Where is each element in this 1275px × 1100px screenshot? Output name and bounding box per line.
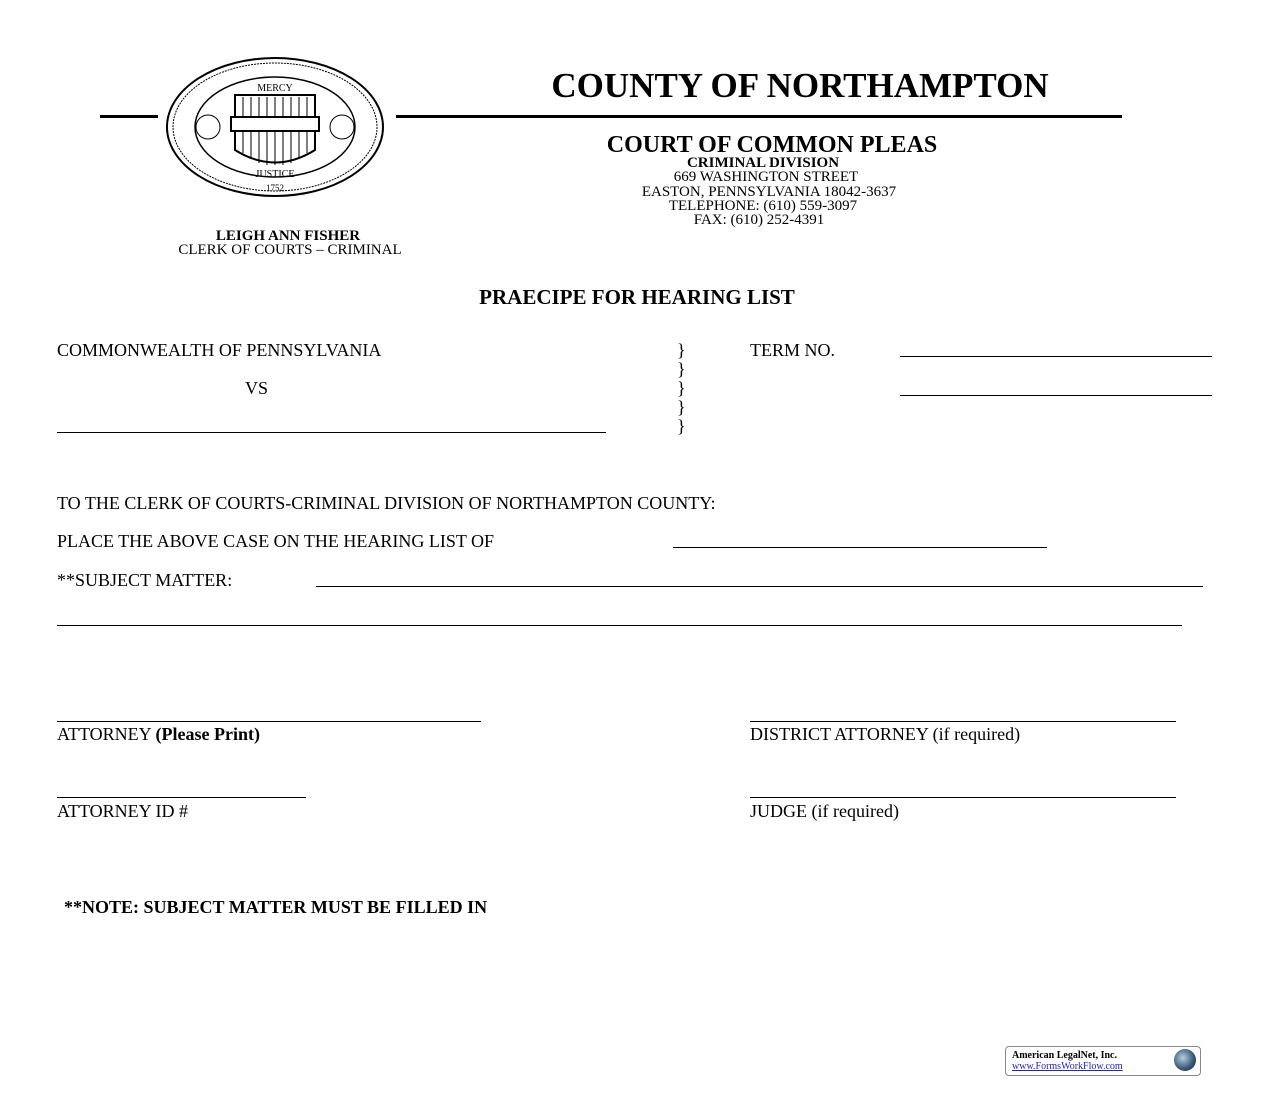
attorney-id-field[interactable]: [57, 797, 306, 798]
note-text: **NOTE: SUBJECT MATTER MUST BE FILLED IN: [64, 897, 488, 917]
telephone: TELEPHONE: (610) 559-3097: [668, 198, 858, 214]
county-seal-logo: [163, 55, 388, 200]
subject-matter-label: **SUBJECT MATTER:: [57, 570, 233, 590]
term-no-field[interactable]: [900, 356, 1212, 357]
address-street: 669 WASHINGTON STREET: [673, 169, 859, 185]
clerk-name: LEIGH ANN FISHER: [215, 228, 361, 244]
form-title: PRAECIPE FOR HEARING LIST: [479, 285, 795, 309]
company-url[interactable]: www.FormsWorkFlow.com: [1012, 1061, 1123, 1072]
svg-text:1752: 1752: [266, 183, 284, 193]
attorney-label-text: ATTORNEY: [57, 724, 151, 744]
place-case-text: PLACE THE ABOVE CASE ON THE HEARING LIST OF: [57, 531, 495, 551]
svg-text:JUSTICE: JUSTICE: [255, 169, 295, 180]
brace: }: [677, 359, 686, 379]
brace: }: [677, 340, 686, 360]
court-name: COURT OF COMMON PLEAS: [606, 132, 938, 158]
subject-matter-field[interactable]: [316, 586, 1203, 587]
defendant-name-field[interactable]: [57, 432, 606, 433]
svg-text:MERCY: MERCY: [257, 83, 293, 94]
judge-field[interactable]: [750, 797, 1176, 798]
district-attorney-label: DISTRICT ATTORNEY (if required): [750, 724, 1021, 744]
header-rule-right: [396, 115, 1122, 118]
legalnet-logo: [1005, 1046, 1201, 1076]
to-clerk-text: TO THE CLERK OF COURTS-CRIMINAL DIVISION OF NORTHAMPTON COUNTY:: [57, 493, 716, 513]
brace: }: [677, 416, 686, 436]
attorney-label: [57, 725, 260, 743]
district-attorney-field[interactable]: [750, 721, 1176, 722]
attorney-label-please-print: (Please Print): [155, 724, 260, 744]
address-city: EASTON, PENNSYLVANIA 18042-3637: [641, 184, 897, 200]
division-name: CRIMINAL DIVISION: [686, 155, 840, 171]
plaintiff-name: COMMONWEALTH OF PENNSYLVANIA: [57, 340, 382, 360]
term-no-field-2[interactable]: [900, 395, 1212, 396]
fax: FAX: (610) 252-4391: [693, 212, 825, 228]
company-name: American LegalNet, Inc.: [1012, 1050, 1117, 1061]
hearing-list-date-field[interactable]: [673, 547, 1047, 548]
vs-label: VS: [245, 378, 269, 398]
subject-matter-field-2[interactable]: [57, 625, 1182, 626]
term-no-label: TERM NO.: [750, 340, 835, 360]
county-title: COUNTY OF NORTHAMPTON: [551, 66, 1049, 105]
brace: }: [677, 378, 686, 398]
judge-label: JUDGE (if required): [750, 801, 899, 821]
header-rule-left: [100, 115, 158, 118]
globe-icon: [1174, 1049, 1196, 1071]
brace: }: [677, 397, 686, 417]
clerk-title: CLERK OF COURTS – CRIMINAL: [178, 242, 402, 258]
attorney-name-field[interactable]: [57, 721, 481, 722]
attorney-id-label: ATTORNEY ID #: [57, 801, 188, 821]
